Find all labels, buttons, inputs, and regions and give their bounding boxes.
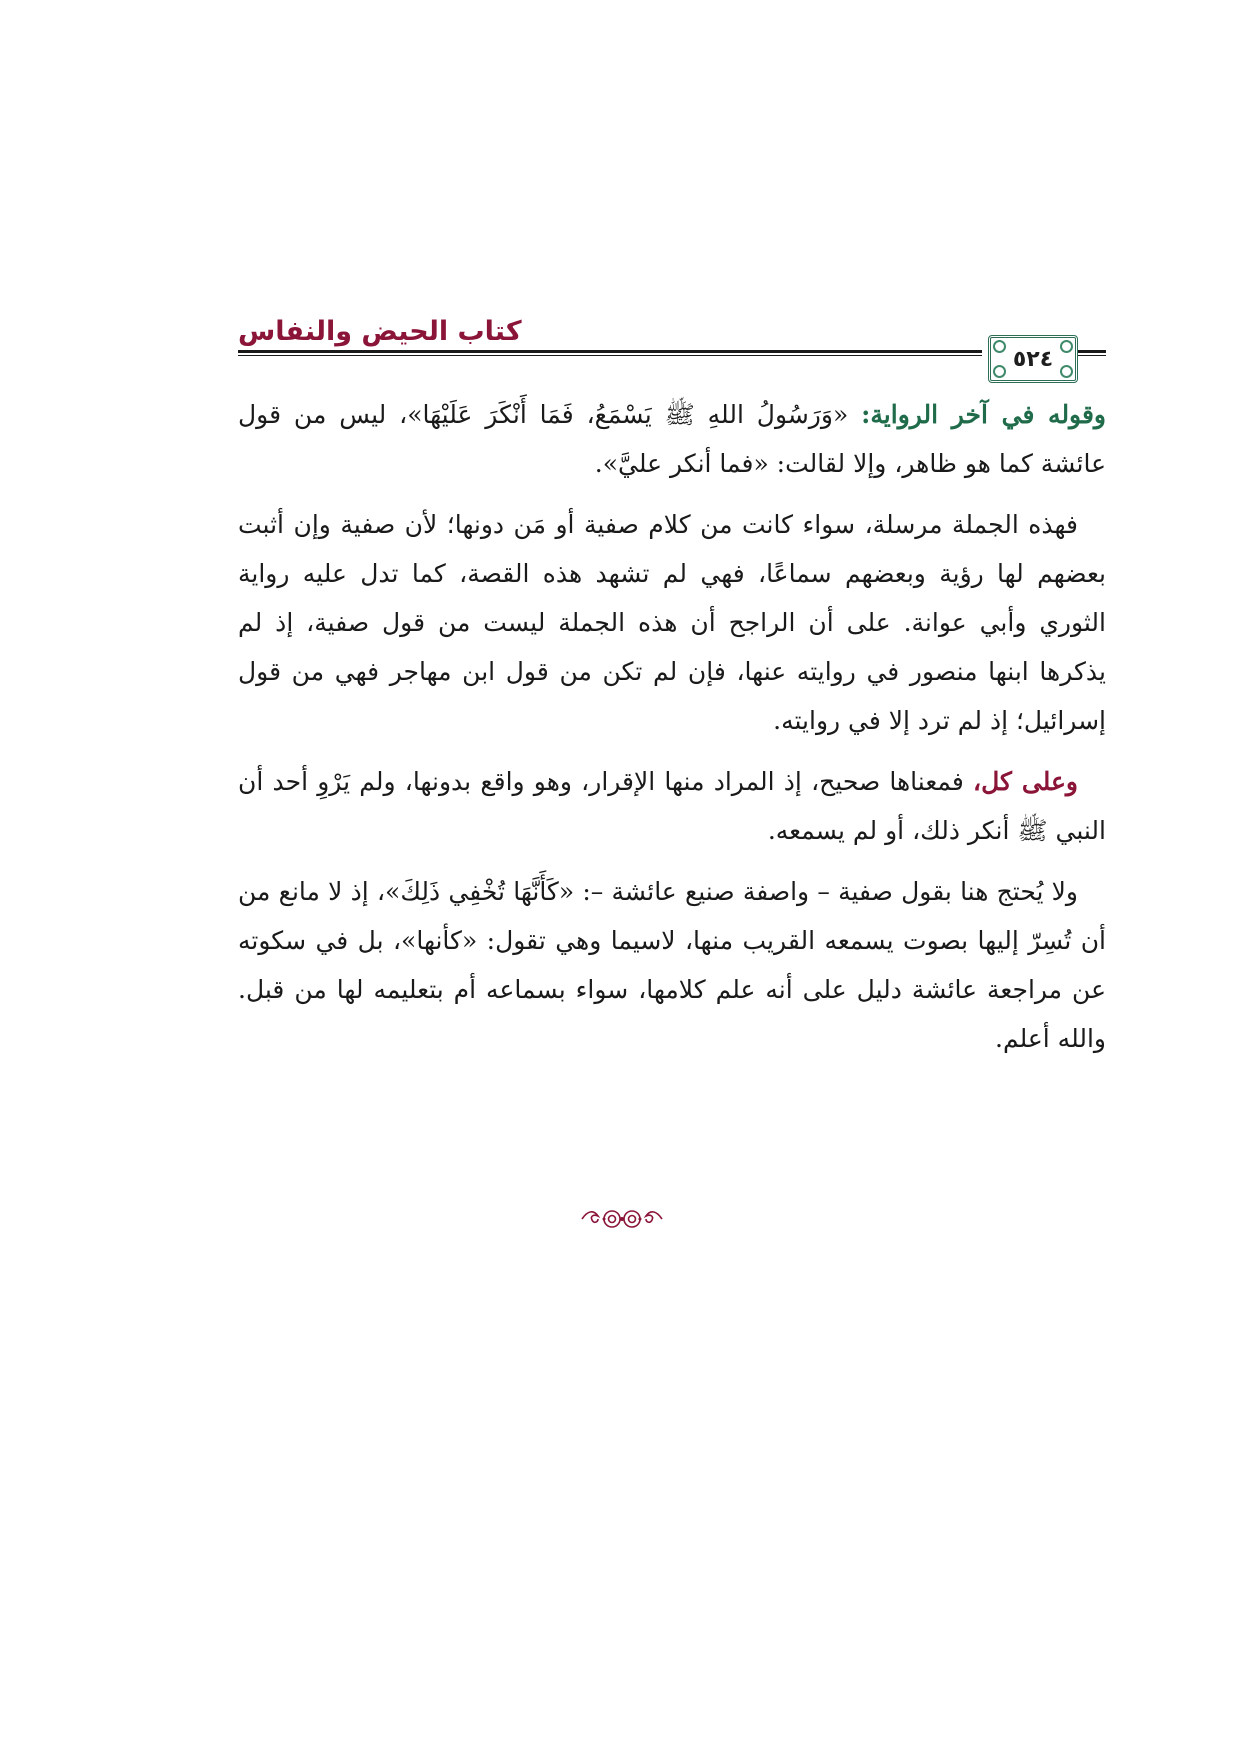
frame-corner-ornament-icon	[993, 365, 1006, 378]
paragraph-text: «وَرَسُولُ اللهِ ﷺ يَسْمَعُ، فَمَا أَنْكَرَ عَلَيْهَا»، ليس من قول عائشة كما هو ظاهر، وإلا لقالت: «فما أنكر عليَّ».	[238, 400, 1106, 478]
frame-corner-ornament-icon	[1060, 340, 1073, 353]
paragraph	[238, 757, 1106, 855]
paragraph-lead: وعلى كل،	[973, 767, 1078, 796]
paragraph	[238, 500, 1106, 745]
floral-divider-icon	[580, 1204, 664, 1234]
book-title: كتاب الحيض والنفاس	[238, 316, 522, 347]
page-number: ٥٢٤	[1012, 346, 1054, 372]
header-rule	[238, 350, 982, 356]
paragraph-text: فهذه الجملة مرسلة، سواء كانت من كلام صفية أو مَن دونها؛ لأن صفية وإن أثبت بعضهم لها رؤية وبعضهم سماعًا، فهي لم تشهد هذه القصة، كما تدل عليه رواية الثوري وأبي عوانة. على أن الراجح أن هذه الجملة ليست من قول صفية، إذ لم يذكرها ابنها منصور في روايته عنها، فإن لم تكن من قول ابن مهاجر فهي من قول إسرائيل؛ إذ لم ترد إلا في روايته.	[238, 510, 1106, 735]
paragraph-text: ولا يُحتج هنا بقول صفية – واصفة صنيع عائشة –: «كَأَنَّهَا تُخْفِي ذَلِكَ»، إذ لا مانع من أن تُسِرّ إليها بصوت يسمعه القريب منها، لاسيما وهي تقول: «كأنها»، بل في سكوته عن مراجعة عائشة دليل على أنه علم كلامها، سواء بسماعه أم بتعليمه لها من قبل. والله أعلم.	[238, 877, 1106, 1053]
body-text	[238, 390, 1106, 1075]
paragraph	[238, 390, 1106, 488]
paragraph-text: فمعناها صحيح، إذ المراد منها الإقرار، وهو واقع بدونها، ولم يَرْوِ أحد أن النبي ﷺ أنكر ذلك، أو لم يسمعه.	[238, 767, 1106, 845]
paragraph	[238, 867, 1106, 1063]
frame-corner-ornament-icon	[993, 340, 1006, 353]
header-rule-short	[1078, 350, 1106, 356]
paragraph-lead: وقوله في آخر الرواية:	[861, 400, 1107, 429]
page-number-frame	[988, 335, 1078, 383]
frame-corner-ornament-icon	[1060, 365, 1073, 378]
